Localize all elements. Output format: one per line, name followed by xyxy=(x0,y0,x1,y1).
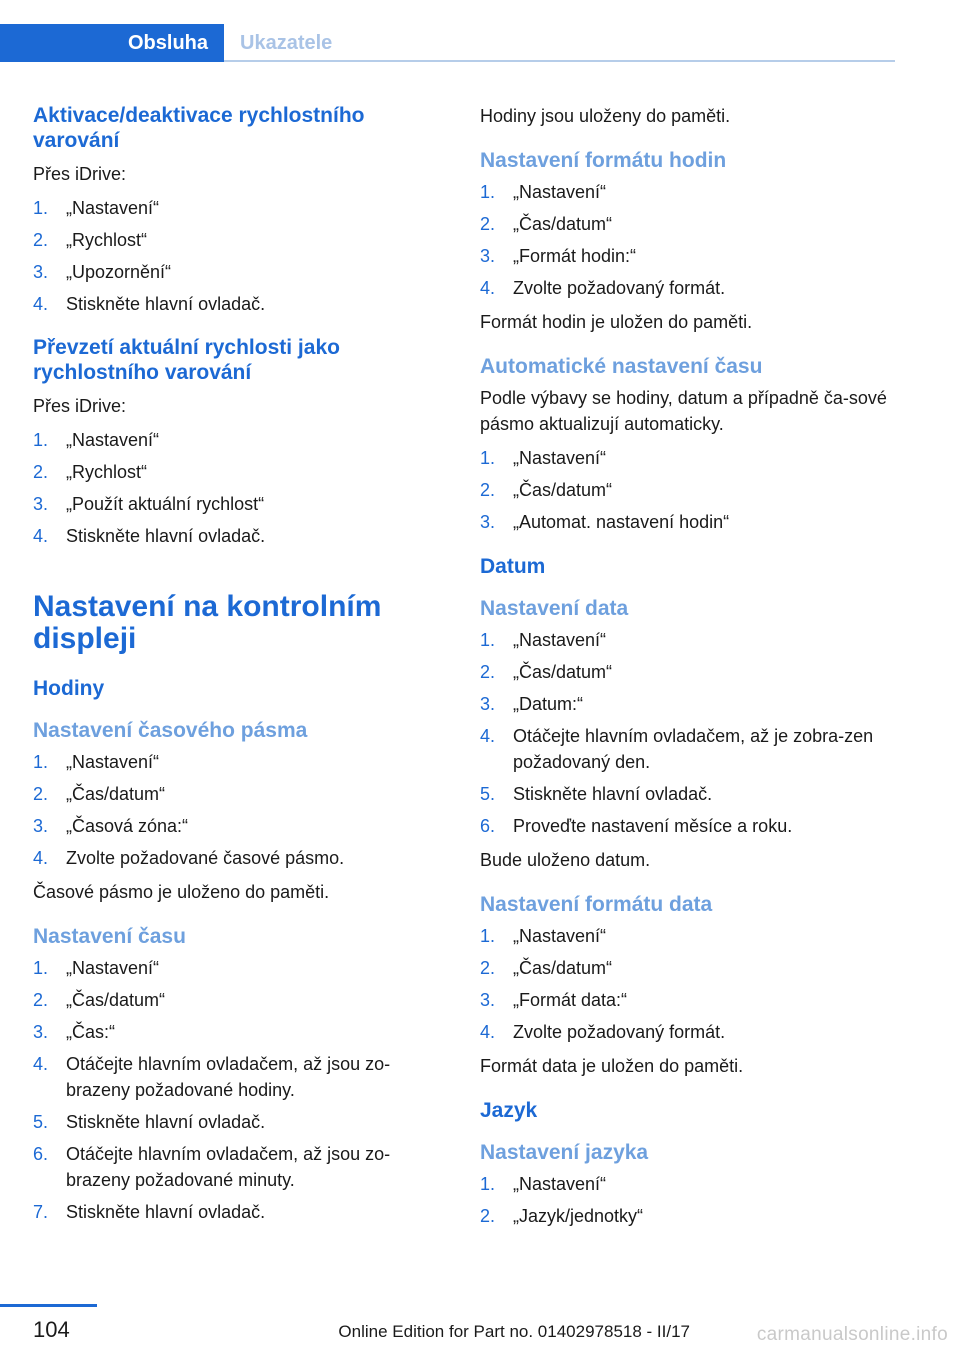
heading-clock-format: Nastavení formátu hodin xyxy=(480,149,727,172)
step-number: 4. xyxy=(480,1022,496,1042)
step-text: „Čas/datum“ xyxy=(66,990,166,1010)
page-number: 104 xyxy=(33,1317,70,1342)
edition-text: Online Edition for Part no. 01402978518 - II/17 xyxy=(338,1322,690,1341)
step-text: „Použít aktuální rychlost“ xyxy=(66,494,265,514)
list-item xyxy=(33,749,448,775)
list-item xyxy=(480,627,895,653)
list-item xyxy=(480,955,895,981)
step-text: Zvolte požadovaný formát. xyxy=(513,1022,726,1042)
step-text: „Formát hodin:“ xyxy=(513,246,637,266)
list-item xyxy=(33,781,448,807)
heading-date-format: Nastavení formátu data xyxy=(480,893,713,916)
list-item xyxy=(480,275,895,301)
step-text: „Nastavení“ xyxy=(66,958,160,978)
list-item xyxy=(33,1051,448,1103)
steps-list xyxy=(33,195,448,317)
steps-list xyxy=(480,179,895,301)
step-number: 1. xyxy=(480,630,496,650)
step-text: Zvolte požadovaný formát. xyxy=(513,278,726,298)
step-number: 1. xyxy=(33,198,49,218)
step-text: „Časová zóna:“ xyxy=(66,816,189,836)
step-number: 3. xyxy=(33,816,49,836)
step-text: „Čas/datum“ xyxy=(513,958,613,978)
list-item xyxy=(33,459,448,485)
step-number: 3. xyxy=(33,1022,49,1042)
heading-auto-time: Automatické nastavení času xyxy=(480,355,763,378)
step-number: 1. xyxy=(33,430,49,450)
list-item xyxy=(480,477,895,503)
step-number: 3. xyxy=(480,512,496,532)
step-text: „Nastavení“ xyxy=(513,926,607,946)
list-item xyxy=(33,523,448,549)
heading-adopt-current-speed: Převzetí aktuální rychlosti jako rychlostního varování xyxy=(33,336,340,384)
list-item xyxy=(480,211,895,237)
intro-text: Přes iDrive: xyxy=(33,396,127,416)
list-item xyxy=(33,845,448,871)
step-text: Otáčejte hlavním ovladačem, až jsou zo-brazeny požadované hodiny. xyxy=(66,1054,391,1100)
step-number: 1. xyxy=(33,752,49,772)
step-number: 7. xyxy=(33,1202,49,1222)
list-item xyxy=(480,445,895,471)
tab-divider xyxy=(224,60,895,62)
step-text: Stiskněte hlavní ovladač. xyxy=(66,1112,266,1132)
step-number: 2. xyxy=(33,462,49,482)
step-number: 3. xyxy=(33,494,49,514)
tab-ukazatele-label: Ukazatele xyxy=(240,31,333,54)
list-item xyxy=(480,923,895,949)
step-number: 1. xyxy=(33,958,49,978)
step-text: „Rychlost“ xyxy=(66,462,148,482)
step-number: 2. xyxy=(33,230,49,250)
step-number: 3. xyxy=(480,694,496,714)
step-text: „Automat. nastavení hodin“ xyxy=(513,512,730,532)
heading-set-language: Nastavení jazyka xyxy=(480,1141,649,1164)
tab-obsluha-label: Obsluha xyxy=(127,31,208,54)
step-number: 4. xyxy=(480,726,496,746)
step-number: 3. xyxy=(480,990,496,1010)
step-number: 1. xyxy=(480,182,496,202)
list-item xyxy=(480,1171,895,1197)
step-number: 1. xyxy=(480,1174,496,1194)
step-text: Otáčejte hlavním ovladačem, až je zobra-zen požadovaný den. xyxy=(513,726,874,772)
list-item xyxy=(33,227,448,253)
step-number: 4. xyxy=(33,294,49,314)
step-text: Stiskněte hlavní ovladač. xyxy=(66,526,266,546)
step-number: 1. xyxy=(480,926,496,946)
list-item xyxy=(480,1019,895,1045)
list-item xyxy=(33,1019,448,1045)
step-text: „Rychlost“ xyxy=(66,230,148,250)
step-text: „Nastavení“ xyxy=(513,1174,607,1194)
list-item xyxy=(480,1203,895,1229)
step-text: „Nastavení“ xyxy=(66,430,160,450)
chapter-title: Nastavení na kontrolním displeji xyxy=(33,590,382,655)
step-text: „Formát data:“ xyxy=(513,990,628,1010)
section-tabs xyxy=(0,24,895,62)
list-item xyxy=(33,195,448,221)
heading-hodiny: Hodiny xyxy=(33,677,105,700)
step-number: 2. xyxy=(33,784,49,804)
heading-set-time: Nastavení času xyxy=(33,925,186,948)
step-text: „Čas/datum“ xyxy=(66,784,166,804)
list-item xyxy=(33,491,448,517)
list-item xyxy=(33,987,448,1013)
list-item xyxy=(480,179,895,205)
step-number: 3. xyxy=(33,262,49,282)
footer-rule xyxy=(0,1304,97,1307)
steps-list xyxy=(480,1171,895,1229)
list-item xyxy=(480,987,895,1013)
left-column xyxy=(33,103,448,1233)
tab-ukazatele[interactable] xyxy=(224,24,384,62)
step-number: 6. xyxy=(480,816,496,836)
step-text: „Upozornění“ xyxy=(66,262,172,282)
step-text: Stiskněte hlavní ovladač. xyxy=(66,294,266,314)
step-text: „Nastavení“ xyxy=(66,198,160,218)
list-item xyxy=(480,813,895,839)
note-text: Formát data je uložen do paměti. xyxy=(480,1056,744,1076)
step-number: 5. xyxy=(480,784,496,804)
list-item xyxy=(33,1109,448,1135)
step-number: 2. xyxy=(480,958,496,978)
list-item xyxy=(480,243,895,269)
step-number: 2. xyxy=(480,480,496,500)
list-item xyxy=(480,659,895,685)
note-text: Hodiny jsou uloženy do paměti. xyxy=(480,106,731,126)
step-text: „Čas/datum“ xyxy=(513,480,613,500)
list-item xyxy=(33,1199,448,1225)
step-text: „Nastavení“ xyxy=(66,752,160,772)
list-item xyxy=(33,955,448,981)
list-item xyxy=(33,291,448,317)
step-number: 2. xyxy=(480,214,496,234)
step-text: Stiskněte hlavní ovladač. xyxy=(513,784,713,804)
list-item xyxy=(480,781,895,807)
step-text: Stiskněte hlavní ovladač. xyxy=(66,1202,266,1222)
step-number: 4. xyxy=(33,1054,49,1074)
list-item xyxy=(480,509,895,535)
watermark: carmanualsonline.info xyxy=(756,1324,948,1345)
steps-list xyxy=(480,627,895,839)
step-text: Zvolte požadované časové pásmo. xyxy=(66,848,345,868)
list-item xyxy=(480,723,895,775)
steps-list xyxy=(33,749,448,871)
step-number: 6. xyxy=(33,1144,49,1164)
note-text: Časové pásmo je uloženo do paměti. xyxy=(33,882,330,902)
right-column xyxy=(480,103,895,1237)
step-number: 2. xyxy=(480,662,496,682)
step-text: „Nastavení“ xyxy=(513,630,607,650)
step-number: 2. xyxy=(480,1206,496,1226)
step-number: 1. xyxy=(480,448,496,468)
note-text: Bude uloženo datum. xyxy=(480,850,651,870)
list-item xyxy=(33,813,448,839)
steps-list xyxy=(480,923,895,1045)
step-number: 3. xyxy=(480,246,496,266)
intro-text: Přes iDrive: xyxy=(33,164,127,184)
note-text: Formát hodin je uložen do paměti. xyxy=(480,312,753,332)
heading-timezone: Nastavení časového pásma xyxy=(33,719,308,742)
tab-obsluha[interactable] xyxy=(0,24,224,62)
heading-speed-warning-toggle: Aktivace/deaktivace rychlostního varování xyxy=(33,104,365,152)
step-number: 4. xyxy=(480,278,496,298)
step-text: „Nastavení“ xyxy=(513,448,607,468)
step-text: „Nastavení“ xyxy=(513,182,607,202)
step-text: Proveďte nastavení měsíce a roku. xyxy=(513,816,793,836)
list-item xyxy=(33,259,448,285)
step-number: 5. xyxy=(33,1112,49,1132)
steps-list xyxy=(480,445,895,535)
steps-list xyxy=(33,427,448,549)
step-number: 4. xyxy=(33,848,49,868)
step-number: 4. xyxy=(33,526,49,546)
list-item xyxy=(33,427,448,453)
heading-datum: Datum xyxy=(480,555,546,578)
heading-set-date: Nastavení data xyxy=(480,597,629,620)
steps-list xyxy=(33,955,448,1225)
step-number: 2. xyxy=(33,990,49,1010)
heading-jazyk: Jazyk xyxy=(480,1099,538,1122)
list-item xyxy=(33,1141,448,1193)
step-text: „Čas/datum“ xyxy=(513,214,613,234)
list-item xyxy=(480,691,895,717)
step-text: „Čas/datum“ xyxy=(513,662,613,682)
intro-text: Podle výbavy se hodiny, datum a případně ča-sové pásmo aktualizují automaticky. xyxy=(480,388,887,434)
step-text: Otáčejte hlavním ovladačem, až jsou zo-brazeny požadované minuty. xyxy=(66,1144,391,1190)
step-text: „Jazyk/jednotky“ xyxy=(513,1206,644,1226)
step-text: „Datum:“ xyxy=(513,694,584,714)
step-text: „Čas:“ xyxy=(66,1022,115,1042)
